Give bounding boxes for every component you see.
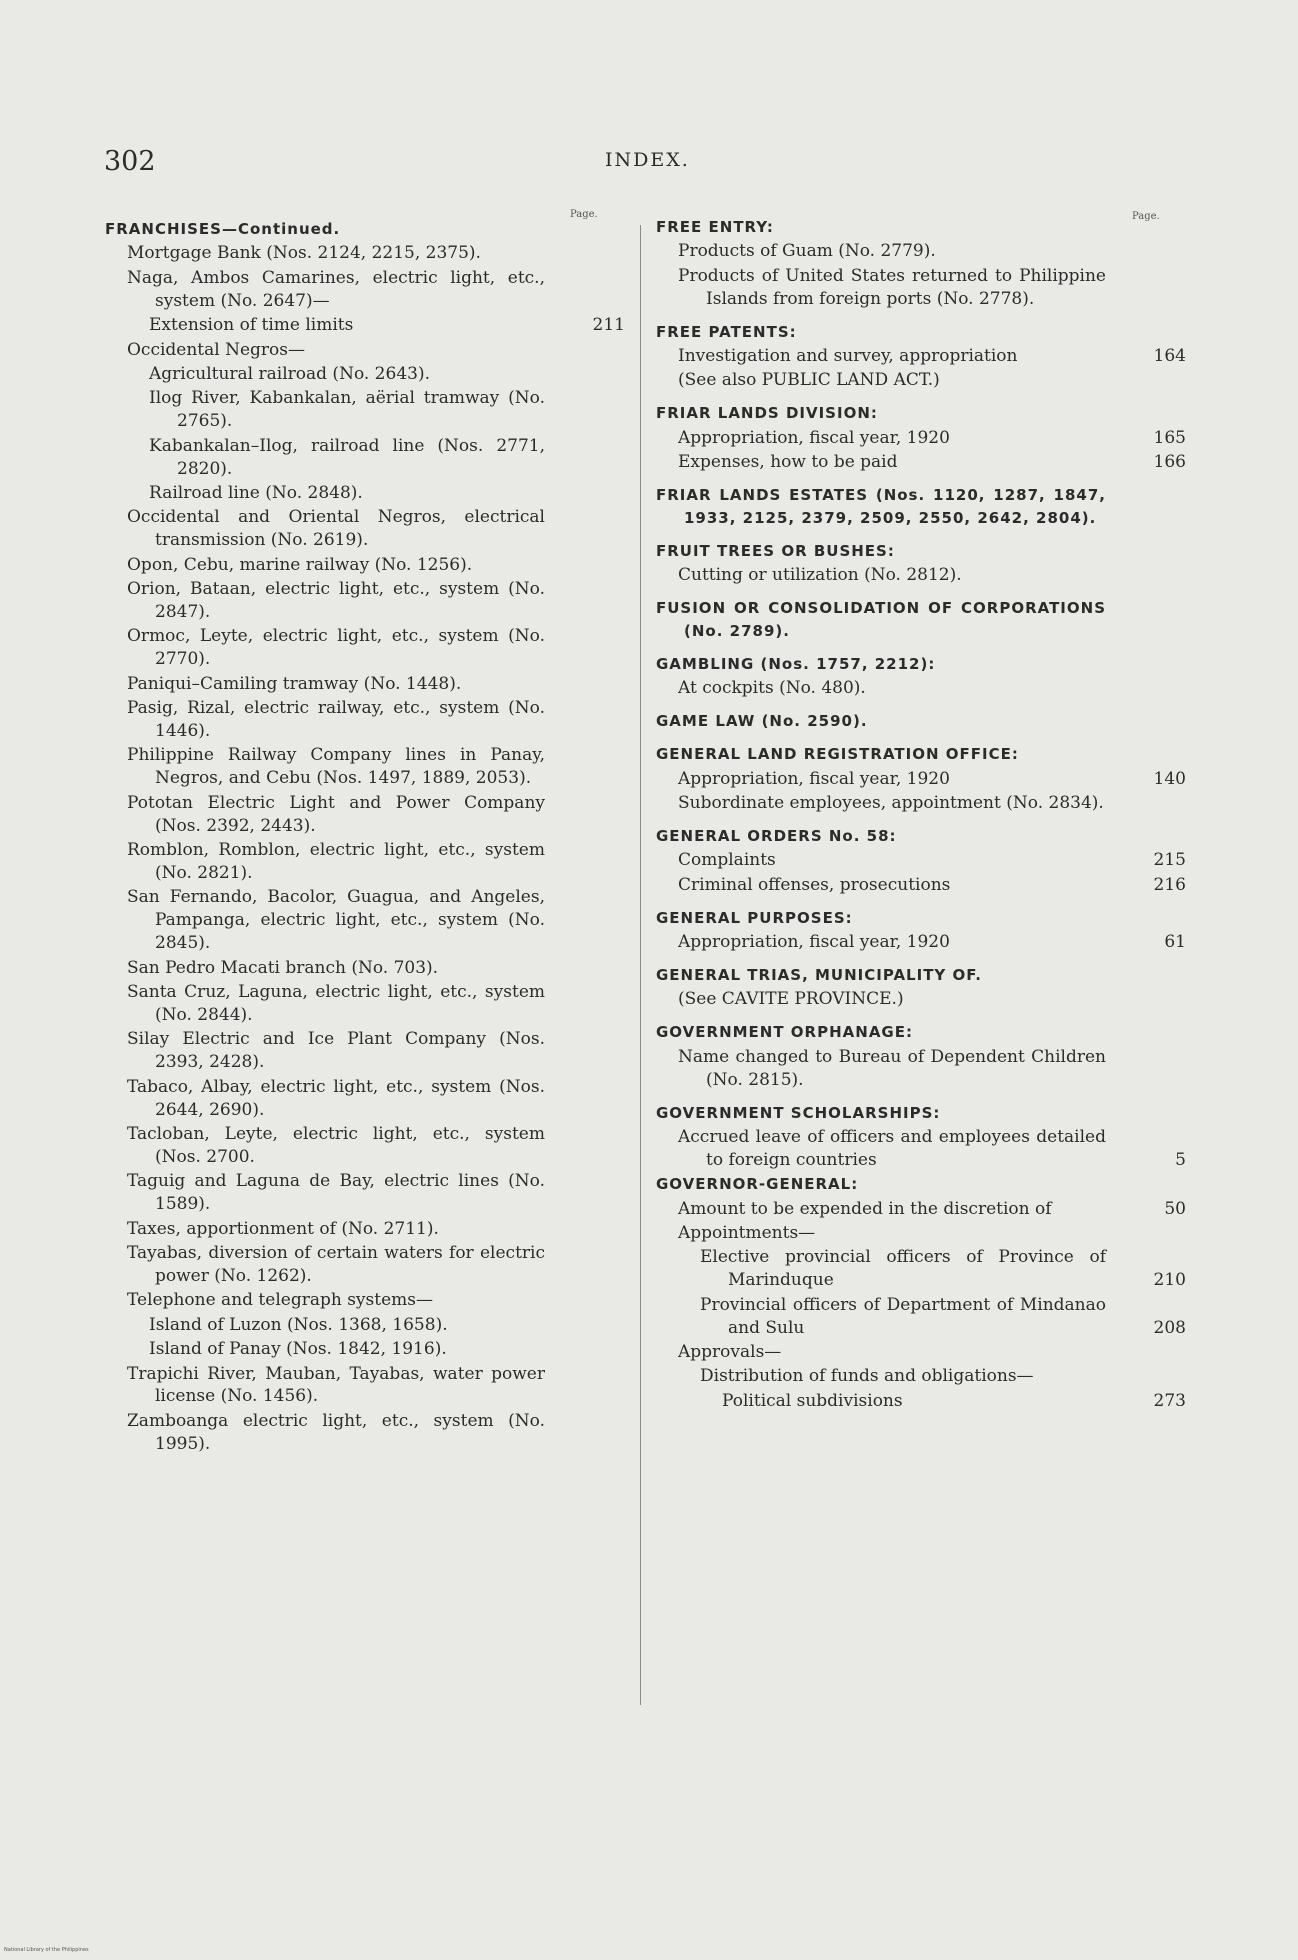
entry-text: FREE ENTRY: [656, 218, 774, 236]
index-entry [656, 931, 1186, 954]
entry-text: Expenses, how to be paid [678, 452, 898, 473]
index-heading [656, 1021, 1186, 1044]
page-reference: 211 [592, 315, 625, 336]
entry-text: FUSION OR CONSOLIDATION OF CORPORATIONS (No. 2789). [656, 599, 1106, 641]
entry-text: FRUIT TREES OR BUSHES: [656, 541, 895, 560]
entry-text: Taxes, apportionment of (No. 2711). [127, 1218, 439, 1239]
entry-text: Approvals— [678, 1342, 782, 1363]
index-entry [105, 1410, 625, 1456]
index-entry [656, 1222, 1186, 1245]
index-entry [105, 1338, 625, 1361]
index-entry [656, 988, 1186, 1011]
entry-text: Paniqui–Camiling tramway (No. 1448). [127, 673, 462, 694]
page-reference: 216 [1153, 874, 1186, 895]
entry-text: FREE PATENTS: [656, 322, 797, 341]
index-entry [105, 625, 625, 671]
index-entry [105, 673, 625, 696]
index-entry [656, 345, 1186, 368]
index-entry [105, 792, 625, 838]
index-entry [656, 1198, 1186, 1221]
index-entry [656, 874, 1186, 897]
entry-text: GENERAL LAND REGISTRATION OFFICE: [656, 745, 1019, 764]
entry-text: Santa Cruz, Laguna, electric light, etc., system (No. 2844). [127, 982, 545, 1025]
entry-text: GOVERNMENT ORPHANAGE: [656, 1023, 913, 1042]
entry-text: GOVERNMENT SCHOLARSHIPS: [656, 1103, 941, 1122]
page-reference: 61 [1164, 932, 1186, 953]
entry-text: Agricultural railroad (No. 2643). [149, 363, 430, 384]
index-heading [656, 964, 1186, 987]
page-reference: 140 [1153, 768, 1186, 789]
index-heading [656, 907, 1186, 930]
index-entry [656, 1341, 1186, 1364]
entry-text: Ormoc, Leyte, electric light, etc., system (No. 2770). [127, 626, 545, 670]
entry-text: GAMBLING (Nos. 1757, 2212): [656, 655, 936, 673]
index-heading [656, 825, 1186, 848]
page-reference: 165 [1153, 427, 1186, 448]
entry-text: Appropriation, fiscal year, 1920 [678, 932, 950, 953]
entry-text: Tayabas, diversion of certain waters for electric power (No. 1262). [127, 1242, 545, 1286]
entry-text: Naga, Ambos Camarines, electric light, etc., system (No. 2647)— [127, 267, 545, 311]
index-entry [656, 1294, 1186, 1340]
column-divider [640, 225, 641, 1705]
index-heading [656, 1173, 1186, 1196]
index-entry [105, 697, 625, 743]
index-entry [105, 1363, 625, 1409]
entry-text: GENERAL TRIAS, MUNICIPALITY OF. [656, 965, 982, 984]
entry-text: Island of Luzon (Nos. 1368, 1658). [149, 1314, 448, 1335]
index-entry [656, 240, 1186, 263]
index-heading [656, 1102, 1186, 1125]
index-column-right [656, 216, 1186, 1414]
entry-text: FRIAR LANDS ESTATES (Nos. 1120, 1287, 1847, 1933, 2125, 2379, 2509, 2550, 2642, 2804). [656, 486, 1106, 527]
entry-text: (See also PUBLIC LAND ACT.) [678, 370, 940, 391]
index-entry [656, 564, 1186, 587]
index-heading [656, 743, 1186, 766]
index-entry [105, 1076, 625, 1122]
page-reference: 166 [1153, 452, 1186, 473]
entry-text: Mortgage Bank (Nos. 2124, 2215, 2375). [127, 243, 481, 264]
entry-text: Distribution of funds and obligations— [700, 1366, 1034, 1387]
entry-text: GOVERNOR-GENERAL: [656, 1175, 859, 1194]
index-entry [105, 1028, 625, 1074]
index-entry [656, 1365, 1186, 1388]
index-entry [105, 957, 625, 980]
index-entry [105, 267, 625, 313]
entry-text: Kabankalan–Ilog, railroad line (Nos. 2771, 2820). [149, 435, 545, 479]
index-entry [105, 839, 625, 885]
entry-text: Criminal offenses, prosecutions [678, 874, 951, 895]
entry-text: Subordinate employees, appointment (No. 2834). [678, 793, 1104, 814]
index-entry [656, 1046, 1186, 1092]
entry-text: Products of Guam (No. 2779). [678, 241, 936, 262]
page-reference: 210 [1153, 1270, 1186, 1291]
entry-text: Zamboanga electric light, etc., system (No. 1995). [127, 1410, 545, 1454]
entry-text: Products of United States returned to Philippine Islands from foreign ports (No. 2778). [678, 265, 1106, 309]
index-entry [656, 768, 1186, 791]
index-entry [656, 1246, 1186, 1292]
entry-text: Appointments— [678, 1223, 816, 1244]
index-entry [105, 435, 625, 481]
entry-text: Provincial officers of Department of Mindanao and Sulu [700, 1294, 1106, 1338]
entry-text: (See CAVITE PROVINCE.) [678, 989, 904, 1010]
index-entry [105, 886, 625, 955]
index-heading [656, 597, 1186, 643]
entry-text: San Fernando, Bacolor, Guagua, and Angeles, Pampanga, electric light, etc., system (No. 2845). [127, 887, 545, 954]
entry-text: Pototan Electric Light and Power Company (Nos. 2392, 2443). [127, 792, 545, 836]
page-number: 302 [104, 146, 156, 177]
page-reference: 215 [1153, 850, 1186, 871]
page-reference: 273 [1153, 1390, 1186, 1411]
entry-text: Silay Electric and Ice Plant Company (Nos. 2393, 2428). [127, 1029, 545, 1073]
entry-text: Orion, Bataan, electric light, etc., system (No. 2847). [127, 579, 545, 622]
index-column-left [105, 218, 625, 1457]
entry-text: Railroad line (No. 2848). [149, 482, 363, 503]
page-reference: 208 [1153, 1317, 1186, 1338]
entry-text: FRIAR LANDS DIVISION: [656, 404, 878, 423]
index-entry [656, 369, 1186, 392]
page-column-label-right: Page. [1132, 211, 1160, 222]
footer-credit: National Library of the Philippines [4, 1947, 89, 1953]
entry-text: Appropriation, fiscal year, 1920 [678, 768, 950, 789]
entry-text: Opon, Cebu, marine railway (No. 1256). [127, 554, 473, 575]
index-entry [656, 849, 1186, 872]
entry-text: Accrued leave of officers and employees detailed to foreign countries [678, 1126, 1106, 1170]
index-entry [105, 387, 625, 433]
index-heading [656, 710, 1186, 733]
index-entry [656, 792, 1186, 815]
entry-text: Taguig and Laguna de Bay, electric lines (No. 1589). [127, 1171, 545, 1215]
entry-text: Philippine Railway Company lines in Panay, Negros, and Cebu (Nos. 1497, 1889, 2053). [127, 745, 545, 789]
index-entry [105, 1289, 625, 1312]
index-entry [105, 554, 625, 577]
index-entry [105, 744, 625, 790]
page-reference: 5 [1175, 1149, 1186, 1170]
index-entry [105, 981, 625, 1027]
index-heading [656, 402, 1186, 425]
page-column-label-left: Page. [570, 209, 598, 220]
index-entry [105, 1170, 625, 1216]
entry-text: Appropriation, fiscal year, 1920 [678, 427, 950, 448]
entry-text: Amount to be expended in the discretion of [678, 1198, 1052, 1219]
entry-text: GENERAL ORDERS No. 58: [656, 826, 897, 845]
index-entry [105, 242, 625, 265]
running-head: INDEX. [605, 149, 690, 171]
entry-text: Pasig, Rizal, electric railway, etc., system (No. 1446). [127, 698, 545, 742]
index-entry [656, 427, 1186, 450]
index-heading [656, 321, 1186, 344]
index-heading [656, 653, 1186, 676]
entry-text: At cockpits (No. 480). [678, 678, 866, 699]
entry-text: FRANCHISES—Continued. [105, 220, 341, 238]
index-entry [105, 1314, 625, 1337]
index-entry [105, 506, 625, 552]
page-reference: 50 [1164, 1198, 1186, 1219]
page-reference: 164 [1153, 346, 1186, 367]
index-entry [105, 482, 625, 505]
index-entry [656, 451, 1186, 474]
index-entry [105, 1242, 625, 1288]
index-entry [105, 1123, 625, 1169]
index-entry [656, 1390, 1186, 1413]
entry-text: Telephone and telegraph systems— [127, 1290, 433, 1311]
entry-text: Ilog River, Kabankalan, aërial tramway (No. 2765). [149, 388, 545, 432]
entry-text: Complaints [678, 850, 776, 871]
entry-text: Tacloban, Leyte, electric light, etc., system (Nos. 2700. [127, 1123, 545, 1167]
entry-text: Romblon, Romblon, electric light, etc., system (No. 2821). [127, 840, 545, 883]
entry-text: Name changed to Bureau of Dependent Children (No. 2815). [678, 1046, 1106, 1090]
index-heading [105, 218, 625, 241]
index-heading [656, 540, 1186, 563]
entry-text: Occidental Negros— [127, 339, 306, 360]
index-heading [656, 216, 1186, 239]
index-entry [105, 339, 625, 362]
index-entry [105, 1218, 625, 1241]
index-entry [656, 265, 1186, 311]
index-entry [656, 677, 1186, 700]
index-entry [656, 1126, 1186, 1172]
index-entry [105, 363, 625, 386]
entry-text: GENERAL PURPOSES: [656, 908, 853, 927]
index-entry [105, 314, 625, 337]
entry-text: Investigation and survey, appropriation [678, 346, 1018, 367]
entry-text: Elective provincial officers of Province of Marinduque [700, 1247, 1106, 1291]
entry-text: San Pedro Macati branch (No. 703). [127, 957, 439, 978]
index-heading [656, 484, 1186, 530]
entry-text: Tabaco, Albay, electric light, etc., system (Nos. 2644, 2690). [127, 1076, 545, 1120]
entry-text: Cutting or utilization (No. 2812). [678, 565, 962, 586]
entry-text: Political subdivisions [722, 1390, 903, 1411]
entry-text: GAME LAW (No. 2590). [656, 712, 868, 731]
entry-text: Extension of time limits [149, 315, 354, 336]
index-entry [105, 578, 625, 624]
entry-text: Trapichi River, Mauban, Tayabas, water power license (No. 1456). [127, 1363, 545, 1407]
entry-text: Occidental and Oriental Negros, electrical transmission (No. 2619). [127, 507, 545, 551]
entry-text: Island of Panay (Nos. 1842, 1916). [149, 1339, 447, 1360]
